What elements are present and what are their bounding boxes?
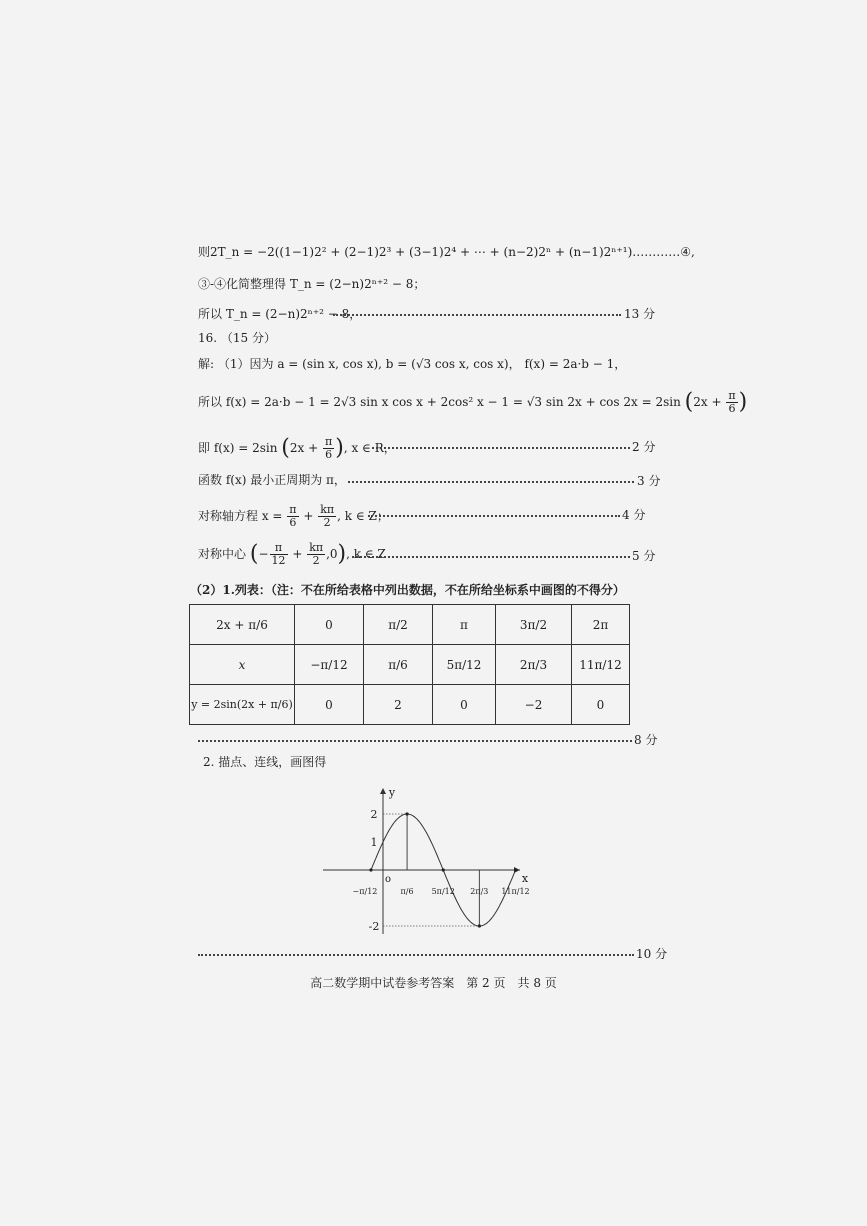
row-label: x xyxy=(190,645,295,685)
leader-dots xyxy=(198,740,632,742)
origin-label: o xyxy=(384,874,392,885)
fx-definition: f(x) = 2a·b − 1， xyxy=(524,357,627,371)
graph-axes xyxy=(323,788,520,934)
x-tick-label: 11π/12 xyxy=(501,887,530,896)
fx-result-expr: f(x) = 2sin xyxy=(213,441,278,455)
table-cell: 11π/12 xyxy=(572,645,630,685)
inner-expr: 2x + xyxy=(693,395,722,409)
table-cell: 2π/3 xyxy=(496,645,572,685)
table-cell: π/6 xyxy=(364,645,433,685)
y-tick-label: 1 xyxy=(370,836,378,849)
table-cell: −π/12 xyxy=(295,645,364,685)
ji-prefix: 即 xyxy=(198,441,211,455)
line-fx-derivation: 所以 f(x) = 2a·b − 1 = 2√3 sin x cos x + 2cos² x − 1 = √3 sin 2x + cos 2x = 2sin (2x + $\frac{\pi}{6}$ ) xyxy=(198,389,748,415)
axis-text: 对称轴方程 x = xyxy=(198,509,283,523)
table-row xyxy=(190,685,630,725)
graph-labels xyxy=(353,786,530,933)
table-row xyxy=(190,605,630,645)
sine-graph xyxy=(315,782,535,942)
score-2: 2 分 xyxy=(632,440,656,454)
table-cell: π xyxy=(433,605,496,645)
data-point xyxy=(442,868,445,871)
draw-instruction: 2. 描点、连线，画图得 xyxy=(203,755,327,769)
question-16-heading: 16. （15 分） xyxy=(198,331,276,345)
y-tick-label: 2 xyxy=(370,808,378,821)
y-axis-label: y xyxy=(388,786,396,799)
data-point xyxy=(478,924,481,927)
leader-dots xyxy=(352,556,630,558)
data-point xyxy=(405,812,408,815)
row-label: y = 2sin(2x + π/6) xyxy=(190,685,295,725)
score-10: 10 分 xyxy=(636,947,668,961)
line-period: 函数 f(x) 最小正周期为 π， xyxy=(198,473,346,487)
solution-prefix: 解: （1）因为 xyxy=(198,357,274,371)
table-cell: π/2 xyxy=(364,605,433,645)
fraction-pi-6: $\frac{\pi}{6}$ xyxy=(728,389,736,415)
y-axis-arrow xyxy=(380,788,386,794)
x-tick-label: 5π/12 xyxy=(431,887,455,896)
table-cell: 0 xyxy=(295,685,364,725)
solution-part1 xyxy=(198,356,626,372)
leader-dots xyxy=(372,447,630,449)
leader-dots xyxy=(348,481,634,483)
table-cell: 0 xyxy=(295,605,364,645)
vector-definitions: a = (sin x, cos x), b = (√3 cos x, cos x)， xyxy=(277,357,521,371)
value-table xyxy=(189,604,630,725)
domain-text: x ∈ R， xyxy=(351,441,396,455)
line-fx-result: 即 f(x) = 2sin (2x + $\frac{\pi}{6}$ ), x ∈ R， xyxy=(198,435,396,461)
score-4: 4 分 xyxy=(622,508,646,522)
center-text: 对称中心 xyxy=(198,547,247,561)
line-2tn: 则2T_n = −2((1−1)2² + (2−1)2³ + (3−1)2⁴ + ⋯ + (n−2)2ⁿ + (n−1)2ⁿ⁺¹)…………④, xyxy=(198,245,695,259)
score-3: 3 分 xyxy=(637,474,661,488)
line-center: 对称中心 (− $\frac{\pi}{12}$ + $\frac{k\pi}{2}$ ,0), k ∈ Z xyxy=(198,541,386,567)
table-cell: 3π/2 xyxy=(496,605,572,645)
score-8: 8 分 xyxy=(634,733,658,747)
so-prefix: 所以 xyxy=(198,395,223,409)
table-cell: 2π xyxy=(572,605,630,645)
x-tick-label: 2π/3 xyxy=(470,887,489,896)
x-tick-label: −π/12 xyxy=(352,887,378,896)
line-axis: 对称轴方程 x = $\frac{\pi}{6}$ + $\frac{k\pi}{2}$ , k ∈ Z； xyxy=(198,503,389,529)
leader-dots xyxy=(198,954,634,956)
score-13: 13 分 xyxy=(624,307,656,321)
data-point xyxy=(514,868,517,871)
x-tick-label: π/6 xyxy=(400,887,414,896)
table-cell: 0 xyxy=(433,685,496,725)
line-tn-result: 所以 T_n = (2−n)2ⁿ⁺² − 8， xyxy=(198,307,362,321)
part2-heading: （2）1.列表：（注：不在所给表格中列出数据，不在所给坐标系中画图的不得分） xyxy=(190,583,625,597)
line-simplify: ③-④化简整理得 T_n = (2−n)2ⁿ⁺² − 8； xyxy=(198,277,426,291)
leader-dots xyxy=(368,515,620,517)
leader-dots xyxy=(333,314,621,316)
score-5: 5 分 xyxy=(632,549,656,563)
fx-expansion: f(x) = 2a·b − 1 = 2√3 sin x cos x + 2cos² x − 1 = √3 sin 2x + cos 2x = 2sin xyxy=(225,395,681,409)
page-footer: 高二数学期中试卷参考答案 第 2 页 共 8 页 xyxy=(310,976,557,990)
row-label: 2x + π/6 xyxy=(190,605,295,645)
x-axis-label: x xyxy=(521,872,529,885)
table-cell: 5π/12 xyxy=(433,645,496,685)
data-point xyxy=(369,868,372,871)
table-cell: −2 xyxy=(496,685,572,725)
table-cell: 2 xyxy=(364,685,433,725)
y-tick-label: -2 xyxy=(368,920,380,933)
table-cell: 0 xyxy=(572,685,630,725)
table-row xyxy=(190,645,630,685)
